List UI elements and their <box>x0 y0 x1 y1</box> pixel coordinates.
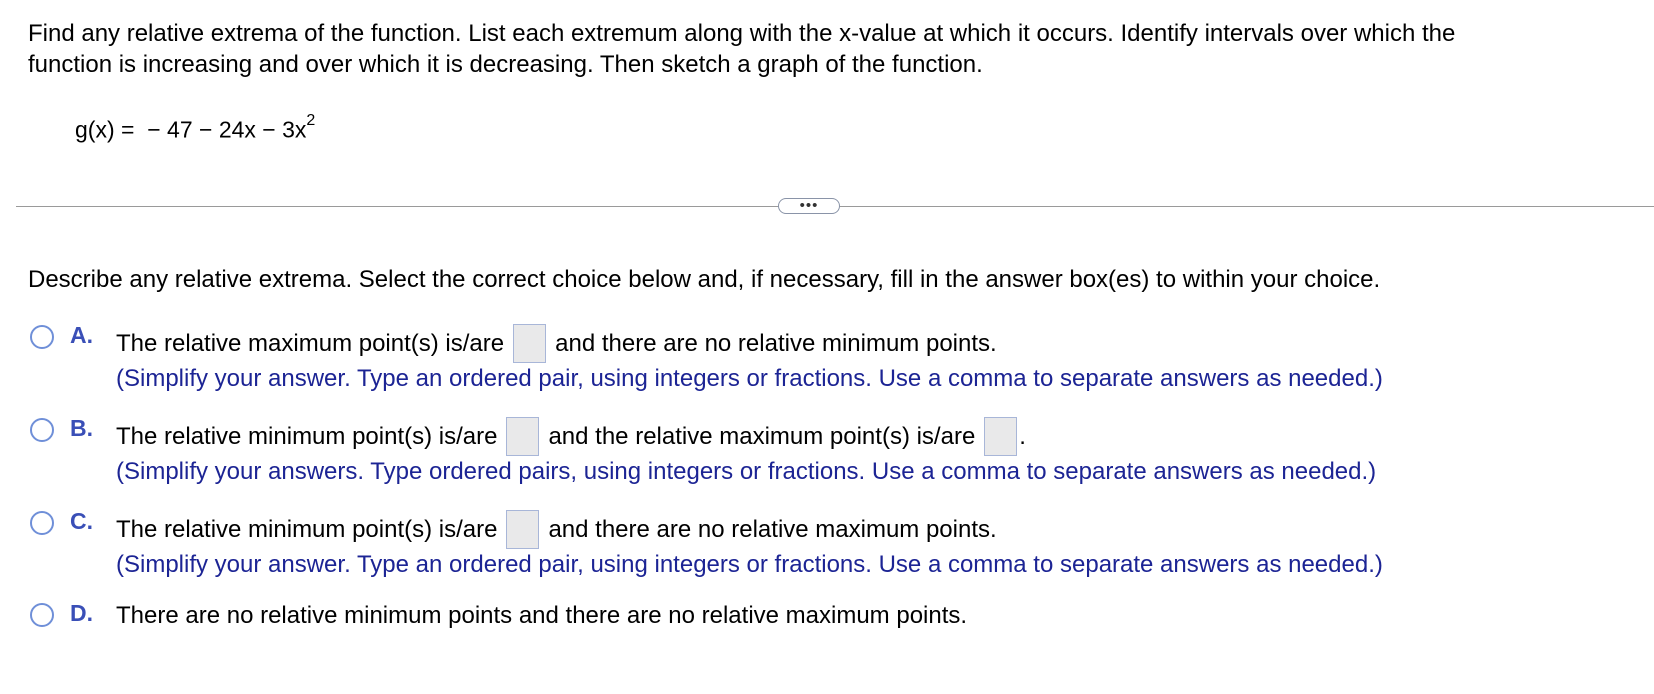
ellipsis-icon: ••• <box>799 197 819 214</box>
choice-c-statement <box>116 510 997 549</box>
choice-c-letter: C. <box>70 508 93 534</box>
prompt-line-2: function is increasing and over which it is decreasing. Then sketch a graph of the function. <box>28 51 983 78</box>
choice-a-text-before: The relative maximum point(s) is/are <box>116 329 505 357</box>
choice-c-hint: (Simplify your answer. Type an ordered pair, using integers or fractions. Use a comma to separate answers as needed.) <box>116 551 1383 578</box>
choice-b-hint: (Simplify your answers. Type ordered pairs, using integers or fractions. Use a comma to separate answers as needed.) <box>116 458 1377 485</box>
choice-c-text-before: The relative minimum point(s) is/are <box>116 515 498 543</box>
radio-choice-a[interactable] <box>30 325 54 349</box>
radio-choice-c[interactable] <box>30 511 54 535</box>
choice-c-text-after: and there are no relative maximum points. <box>548 515 997 543</box>
choice-a-letter: A. <box>70 322 93 348</box>
choice-d-text: There are no relative minimum points and there are no relative maximum points. <box>116 602 968 629</box>
radio-choice-b[interactable] <box>30 418 54 442</box>
choice-a-statement <box>116 324 997 363</box>
choice-b-answer-box-1[interactable] <box>506 417 539 456</box>
function-text: g(x) = − 47 − 24x − 3x <box>75 116 307 143</box>
prompt-line-1: Find any relative extrema of the function. List each extremum along with the x-value at which it occurs. Identify intervals over which the <box>28 20 1456 47</box>
radio-choice-d[interactable] <box>30 603 54 627</box>
question-prompt <box>28 18 1628 80</box>
choice-b-text-before: The relative minimum point(s) is/are <box>116 422 498 450</box>
choice-c-answer-box[interactable] <box>506 510 539 549</box>
function-expression <box>75 112 316 144</box>
choice-b-statement <box>116 417 1026 456</box>
choice-b-text-middle: and the relative maximum point(s) is/are <box>548 422 976 450</box>
show-more-button[interactable] <box>778 198 840 214</box>
function-exponent: 2 <box>306 112 316 129</box>
choice-d-statement <box>116 602 967 630</box>
choice-a-text-after: and there are no relative minimum points. <box>555 329 997 357</box>
choice-a-hint: (Simplify your answer. Type an ordered pair, using integers or fractions. Use a comma to separate answers as needed.) <box>116 365 1383 392</box>
instructions-text: Describe any relative extrema. Select the correct choice below and, if necessary, fill in the answer box(es) to within your choice. <box>28 266 1381 293</box>
choice-b-text-after: . <box>1019 422 1026 450</box>
choice-d-letter: D. <box>70 600 93 626</box>
choice-b-letter: B. <box>70 415 93 441</box>
choice-b-answer-box-2[interactable] <box>984 417 1017 456</box>
choice-a-answer-box[interactable] <box>513 324 546 363</box>
